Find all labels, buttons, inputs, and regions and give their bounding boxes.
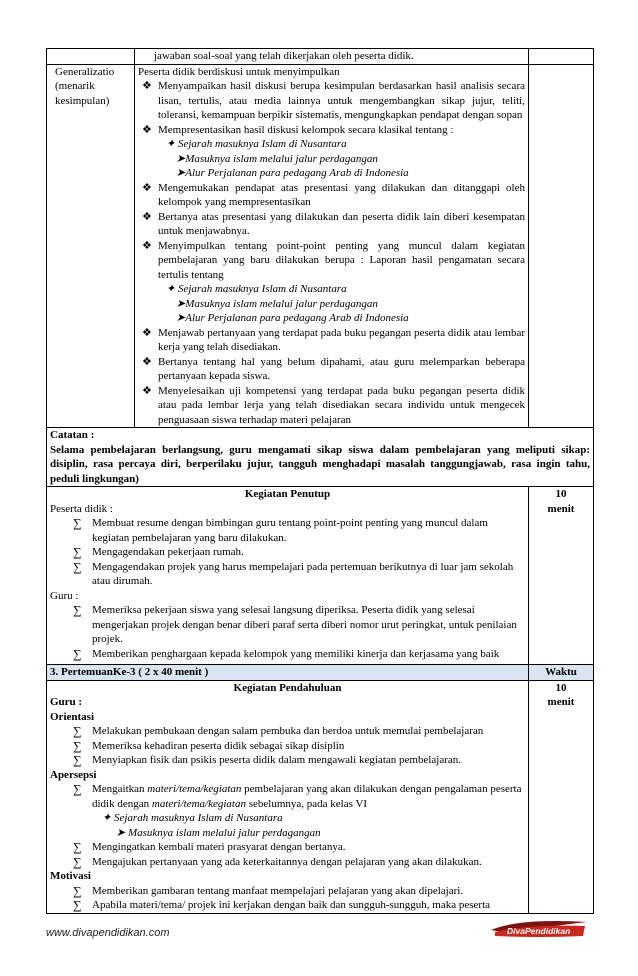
star-bullet-icon: ✦	[166, 138, 178, 150]
arrow-bullet-icon: ➤	[176, 297, 186, 310]
lesson-table-2	[46, 664, 594, 914]
sigma-bullet-icon: ∑	[73, 738, 82, 753]
penutup-title: Kegiatan Penutup	[244, 488, 331, 500]
sigma-bullet-icon: ∑	[73, 559, 82, 574]
list-item: ∑ Memeriksa kehadiran peserta didik sebagai sikap disiplin	[73, 738, 345, 753]
topic-item: ➤Alur Perjalanan para pedagang Arab di Indonesia	[176, 312, 409, 324]
table-row	[47, 487, 594, 668]
waktu-header: Waktu	[529, 665, 594, 681]
list-item: ∑ Mengajukan pertanyaan yang ada keterkaitannya dengan pelajaran yang akan dilakukan.	[73, 854, 482, 869]
sigma-bullet-icon: ∑	[73, 603, 82, 617]
list-item: ❖ Bertanya atas presentasi yang dilakukan dan peserta didik lain diberi kesempatan untuk menjawabnya.	[142, 210, 525, 237]
row0-text: jawaban soal-soal yang telah dikerjakan oleh peserta didik.	[154, 50, 414, 62]
pendahuluan-title: Kegiatan Pendahuluan	[233, 681, 342, 694]
star-bullet-icon: ✦	[102, 812, 114, 824]
table-row	[47, 64, 594, 428]
catatan-cell	[47, 428, 594, 487]
topic-item: ✦ Sejarah masuknya Islam di Nusantara	[102, 812, 283, 824]
diamond-bullet-icon: ❖	[142, 210, 152, 223]
arrow-bullet-icon: ➤	[116, 826, 128, 839]
list-item: ∑ Memberikan gambaran tentang manfaat mempelajari pelajaran yang akan dipelajari.	[73, 883, 464, 898]
diamond-bullet-icon: ❖	[142, 123, 152, 136]
sigma-bullet-icon: ∑	[73, 724, 82, 738]
generalization-label: Generalizatio (menarik kesimpulan)	[47, 64, 135, 428]
diamond-bullet-icon: ❖	[142, 181, 152, 194]
star-bullet-icon: ✦	[166, 283, 178, 295]
topic-item: ➤Masuknya islam melalui jalur perdagangan	[176, 297, 378, 310]
meeting-title: 3. PertemuanKe-3 ( 2 x 40 menit )	[47, 665, 529, 681]
sigma-bullet-icon: ∑	[73, 516, 82, 530]
list-item: ∑ Mengagendakan projek yang harus mempelajari pada pertemuan berikutnya di luar jam sekolah atau dirumah.	[73, 559, 514, 587]
pendahuluan-cell	[47, 680, 529, 913]
topic-item: ➤Masuknya islam melalui jalur perdagangan	[176, 152, 378, 165]
list-item: ∑ Melakukan pembukaan dengan salam pembuka dan berdoa untuk memulai pembelajaran	[73, 724, 484, 738]
topic-item: ➤ Masuknya islam melalui jalur perdagangan	[116, 826, 321, 839]
guru-label: Guru :	[50, 696, 83, 708]
list-item: ❖ Mengemukakan pendapat atas presentasi yang dilakukan dan ditanggapi oleh kelompok yang mempresentasikan	[142, 181, 525, 208]
topic-item: ✦ Sejarah masuknya Islam di Nusantara	[166, 283, 347, 295]
diamond-bullet-icon: ❖	[142, 239, 152, 252]
generalization-content	[135, 64, 529, 428]
sigma-bullet-icon: ∑	[73, 782, 82, 796]
list-item: ∑ Memberikan penghargaan kepada kelompok yang memiliki kinerja dan kerjasama yang baik	[73, 646, 500, 661]
guru-label: Guru :	[50, 589, 79, 602]
list-item: ∑ Mengingatkan kembali materi prasyarat dengan bertanya.	[73, 840, 346, 854]
table-row	[47, 49, 594, 65]
peserta-label: Peserta didik :	[50, 502, 113, 515]
sigma-bullet-icon: ∑	[73, 753, 82, 767]
list-item: ∑ Menyiapkan fisik dan psikis peserta didik dalam mengawali kegiatan pembelajaran.	[73, 753, 461, 767]
list-item: ❖ Mempresentasikan hasil diskusi kelompok secara klasikal tentang :	[142, 123, 454, 136]
list-item: ❖ Menyimpulkan tentang point-point penting yang muncul dalam kegiatan pembelajaran yang baru dilakukan berupa : Laporan hasil pengamatan secara tertulis tentang	[142, 239, 525, 281]
diamond-bullet-icon: ❖	[142, 80, 152, 92]
pendahuluan-waktu: 10 menit	[529, 680, 594, 913]
diamond-bullet-icon: ❖	[142, 384, 152, 397]
topic-item: ➤Alur Perjalanan para pedagang Arab di Indonesia	[176, 167, 409, 179]
sigma-bullet-icon: ∑	[73, 545, 82, 559]
penutup-waktu: 10 menit	[529, 487, 594, 668]
gen-intro: Peserta didik berdiskusi untuk menyimpulkan	[138, 65, 340, 78]
sigma-bullet-icon: ∑	[73, 646, 82, 661]
topic-item: ✦ Sejarah masuknya Islam di Nusantara	[166, 138, 347, 150]
catatan-text: Selama pembelajaran berlangsung, guru mengamati sikap siswa dalam pembelajaran yang meliputi sikap: disiplin, rasa percaya diri, berperilaku jujur, tangguh menghadapi masalah tanggungjawab, rasa ingin tahu, peduli lingkungan)	[50, 443, 590, 485]
list-item: ∑ Mengaitkan materi/tema/kegiatan pembelajaran yang akan dilakukan dengan pengalaman peserta didik dengan materi/tema/kegiatan sebelumnya, pada kelas VI	[73, 782, 522, 810]
arrow-bullet-icon: ➤	[176, 312, 186, 324]
list-item: ❖ Menyelesaikan uji kompetensi yang terdapat pada buku pegangan peserta didik atau pada lembar lerja yang telah disediakan secara individu untuk mengecek penguasaan siswa terhadap materi pelajaran	[142, 384, 525, 426]
motivasi-label: Motivasi	[50, 870, 91, 882]
sigma-bullet-icon: ∑	[73, 840, 82, 854]
table-row	[47, 680, 594, 913]
list-item: ❖ Menjawab pertanyaan yang terdapat pada buku pegangan peserta didik atau lembar kerja yang telah disediakan.	[142, 326, 525, 353]
table-row	[47, 428, 594, 487]
lesson-table-1	[46, 48, 594, 668]
orientasi-label: Orientasi	[50, 710, 94, 723]
table-row	[47, 665, 594, 681]
arrow-bullet-icon: ➤	[176, 167, 186, 179]
apersepsi-label: Apersepsi	[50, 768, 97, 781]
sigma-bullet-icon: ∑	[73, 854, 82, 869]
diva-pendidikan-logo	[489, 916, 589, 940]
sigma-bullet-icon: ∑	[73, 898, 82, 912]
list-item: ❖ Menyampaikan hasil diskusi berupa kesimpulan berdasarkan hasil analisis secara lisan, tertulis, atau media lainnya untuk mengembangkan sikap jujur, teliti, toleransi, kemampuan berpikir sistematis, mengungkapkan pendapat dengan sopan	[142, 80, 525, 121]
diamond-bullet-icon: ❖	[142, 326, 152, 339]
list-item: ❖ Bertanya tentang hal yang belum dipahami, atau guru melemparkan beberapa pertanyaan kepada siswa.	[142, 355, 525, 382]
list-item: ∑ Membuat resume dengan bimbingan guru tentang point-point penting yang muncul dalam kegiatan pembelajaran yang baru dilakukan.	[73, 516, 488, 544]
footer-url: www.divapendidikan.com	[46, 927, 170, 939]
diamond-bullet-icon: ❖	[142, 355, 152, 368]
list-item: ∑ Apabila materi/tema/ projek ini kerjakan dengan baik dan sungguh-sungguh, maka peserta	[73, 898, 491, 912]
catatan-label: Catatan :	[50, 429, 95, 441]
arrow-bullet-icon: ➤	[176, 152, 186, 165]
list-item: ∑ Mengagendakan pekerjaan rumah.	[73, 545, 244, 559]
logo-text: DivaPendidikan	[507, 926, 571, 936]
sigma-bullet-icon: ∑	[73, 883, 82, 898]
list-item: ∑ Memeriksa pekerjaan siswa yang selesai langsung diperiksa. Peserta didik yang selesai mengerjakan projek dengan benar diberi paraf serta diberi nomor urut peringkat, untuk penilaian projek.	[73, 603, 517, 645]
penutup-cell	[47, 487, 529, 668]
